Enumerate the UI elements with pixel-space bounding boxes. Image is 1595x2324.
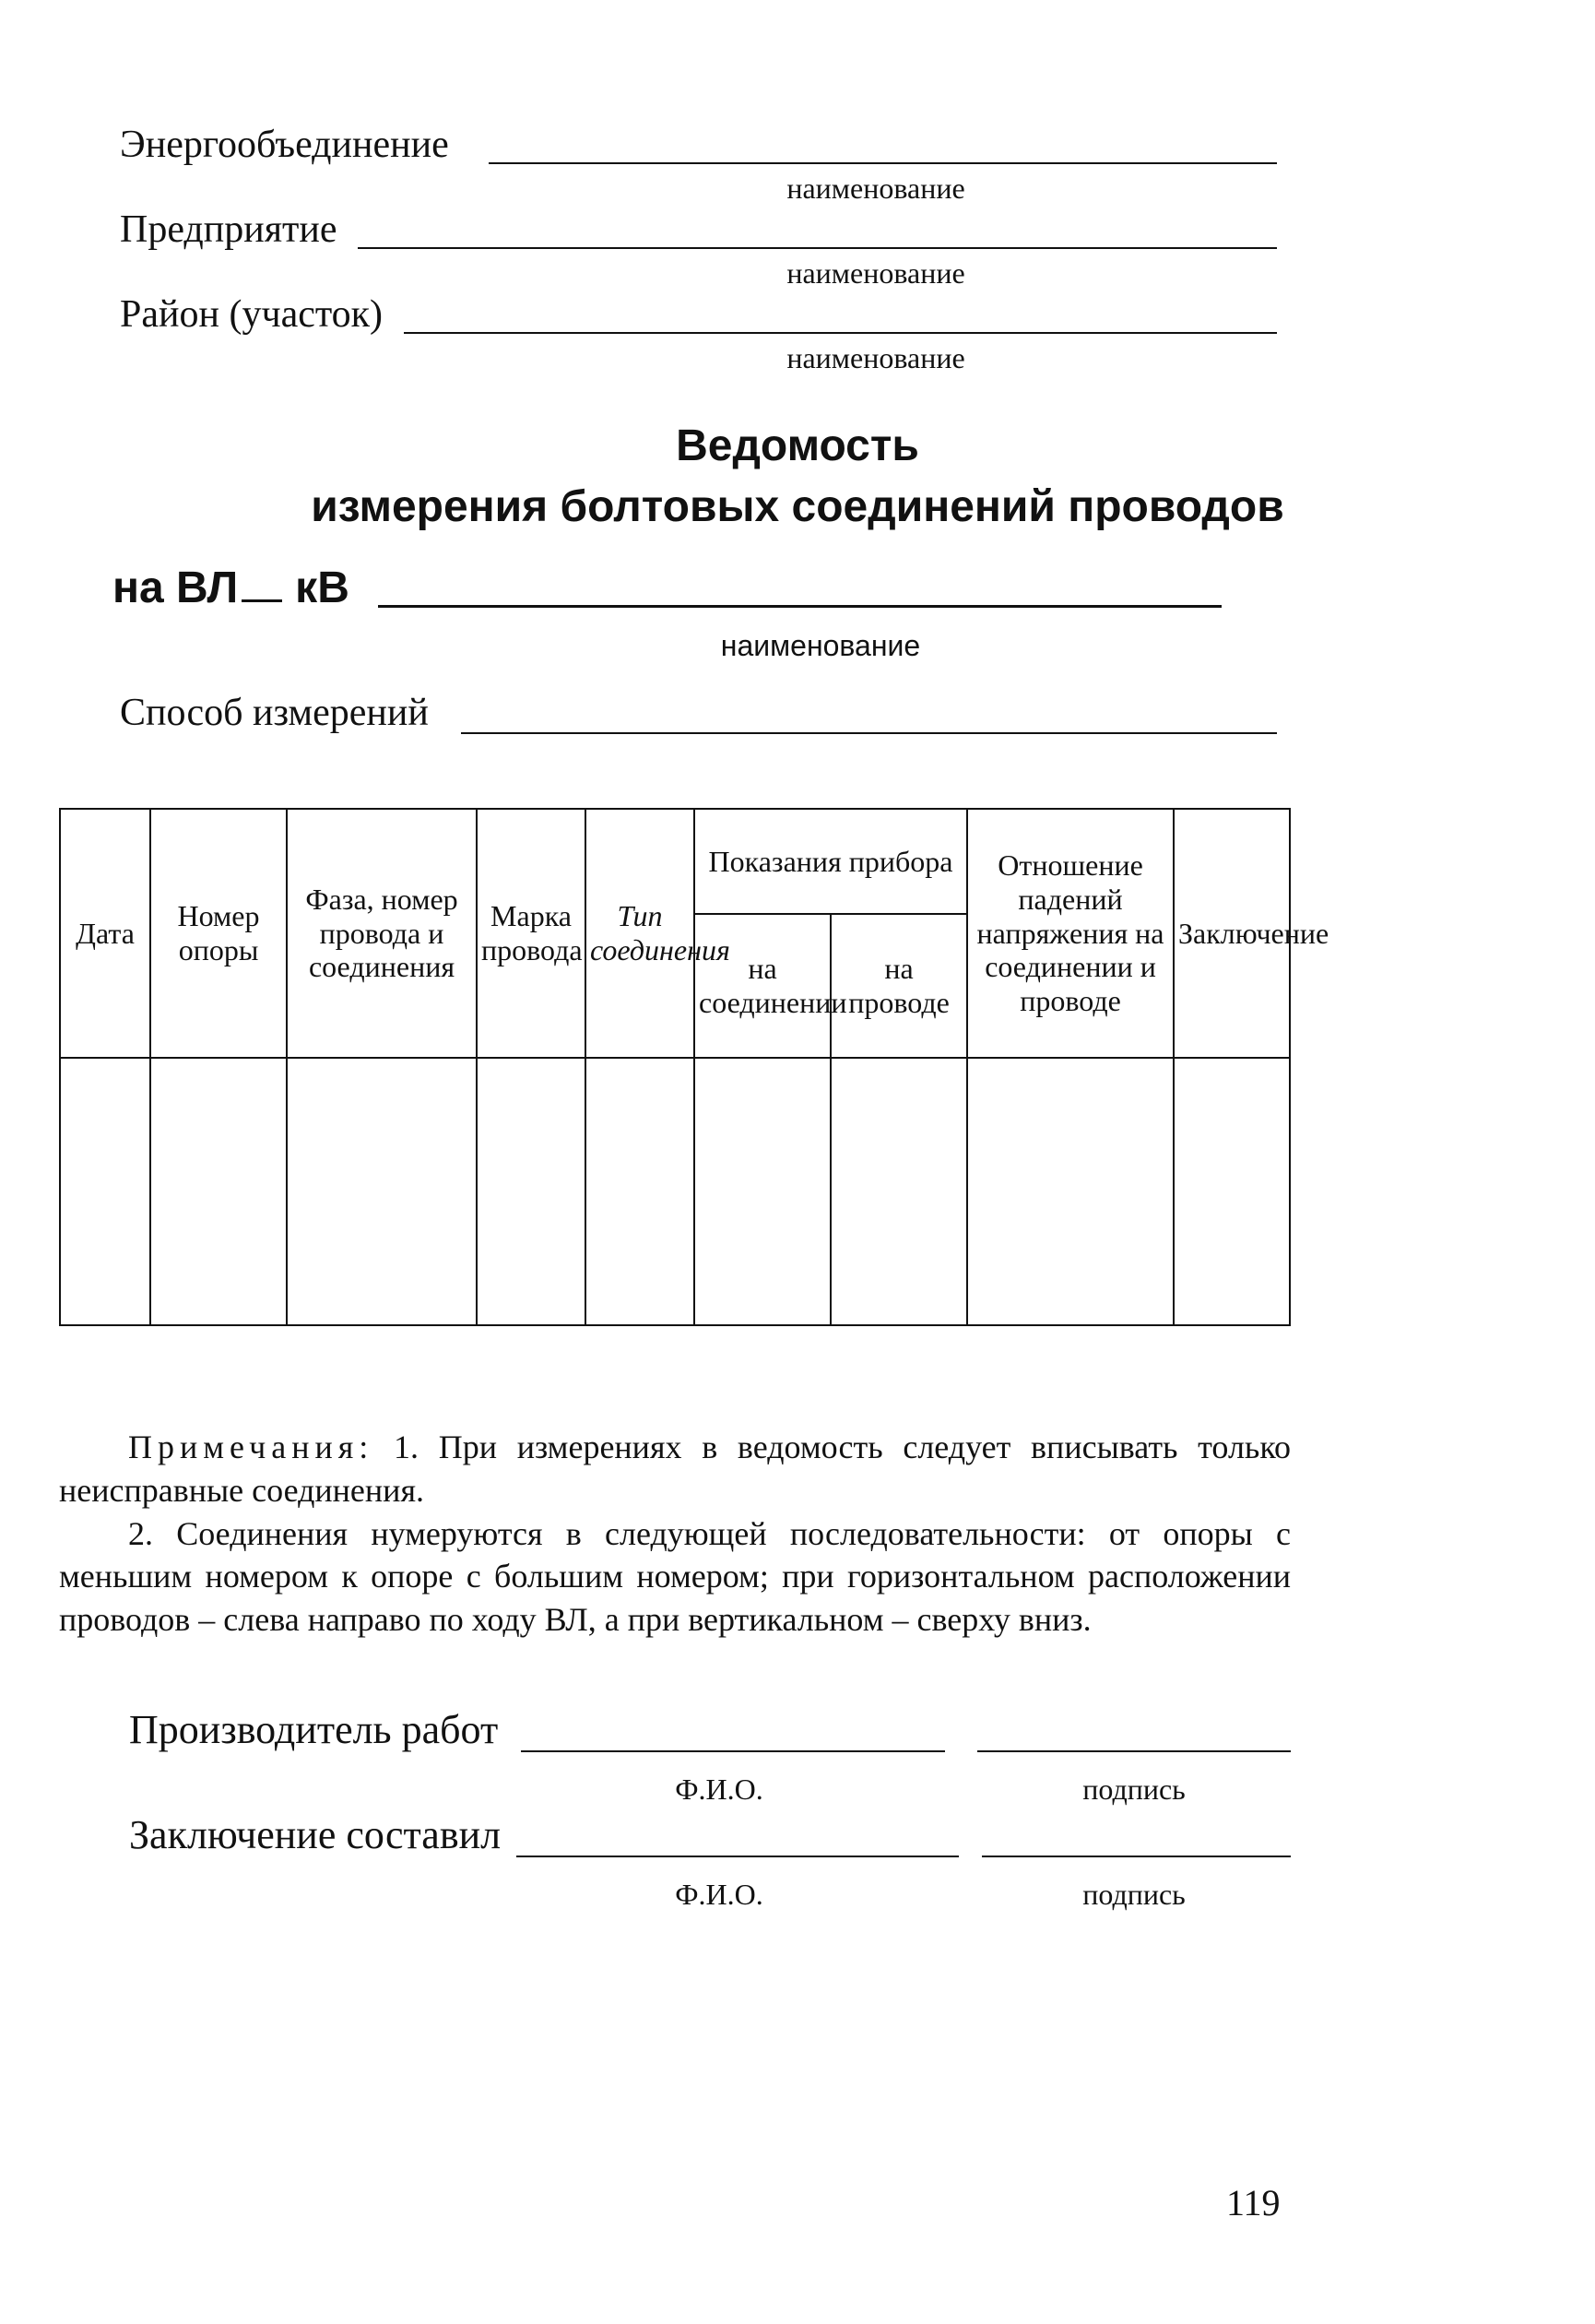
- method-label: Способ измерений: [120, 692, 429, 734]
- col-conclusion-header: Заключение: [1174, 809, 1290, 1058]
- vl-name-field-line[interactable]: [378, 605, 1222, 608]
- producer-fio-caption: Ф.И.О.: [675, 1773, 763, 1806]
- producer-label: Производитель работ: [129, 1707, 499, 1752]
- measurement-table: [59, 808, 1329, 1326]
- table-cell[interactable]: [287, 1058, 477, 1325]
- district-name-caption: наименование: [786, 341, 965, 374]
- document-subtitle: измерения болтовых соединений проводов: [311, 482, 1284, 531]
- note-1-text: 1. При измерениях в ведомость следует вписывать только неисправные соединения.: [59, 1429, 1292, 1509]
- table-cell[interactable]: [831, 1058, 967, 1325]
- note-1: [59, 1426, 1291, 1512]
- conclusion-signature-caption: подпись: [1082, 1878, 1186, 1911]
- vl-unit: кВ: [295, 563, 349, 612]
- energo-label: Энергообъединение: [120, 124, 449, 166]
- district-field-line[interactable]: [404, 332, 1277, 334]
- conclusion-fio-caption: Ф.И.О.: [675, 1878, 763, 1911]
- table-cell[interactable]: [694, 1058, 831, 1325]
- col-mark-header: Марка провода: [477, 809, 585, 1058]
- method-field-line[interactable]: [461, 732, 1277, 734]
- enterprise-label: Предприятие: [120, 208, 337, 251]
- district-label: Район (участок): [120, 293, 384, 336]
- vl-prefix: на ВЛ: [112, 563, 239, 612]
- col-phase-header: Фаза, номер провода и соединения: [287, 809, 477, 1058]
- note-2: 2. Соединения нумеруются в следующей последовательности: от опоры с меньшим номером к опоре с большим номером; при горизонтальном расположении проводов – слева направо по ходу ВЛ, а при вертикальном – сверху вниз.: [59, 1514, 1291, 1639]
- enterprise-name-caption: наименование: [786, 256, 965, 290]
- table-row: [60, 1058, 1290, 1325]
- table-cell[interactable]: [150, 1058, 287, 1325]
- table-cell[interactable]: [585, 1058, 694, 1325]
- col-readings-joint-header: на соединении: [694, 914, 831, 1058]
- col-type-header: Тип соединения: [585, 809, 694, 1058]
- producer-signature-line[interactable]: [977, 1750, 1291, 1752]
- enterprise-field-line[interactable]: [358, 247, 1277, 249]
- table-cell[interactable]: [1174, 1058, 1290, 1325]
- conclusion-fio-line[interactable]: [516, 1856, 959, 1857]
- table-cell[interactable]: [477, 1058, 585, 1325]
- col-readings-wire-header: на проводе: [831, 914, 967, 1058]
- page-number: 119: [1226, 2182, 1281, 2223]
- col-support-header: Номер опоры: [150, 809, 287, 1058]
- voltage-blank[interactable]: [242, 599, 282, 602]
- vl-name-caption: наименование: [720, 629, 921, 662]
- energo-name-caption: наименование: [786, 172, 965, 205]
- notes-heading: Примечания:: [128, 1429, 374, 1465]
- vl-label: [112, 563, 349, 613]
- col-readings-header: Показания прибора: [694, 809, 967, 914]
- conclusion-signature-line[interactable]: [982, 1856, 1291, 1857]
- producer-fio-line[interactable]: [521, 1750, 945, 1752]
- producer-signature-caption: подпись: [1082, 1773, 1186, 1806]
- table-cell[interactable]: [967, 1058, 1174, 1325]
- table-cell[interactable]: [60, 1058, 150, 1325]
- conclusion-author-label: Заключение составил: [129, 1812, 502, 1857]
- notes-section: [59, 1426, 1291, 1642]
- energo-field-line[interactable]: [489, 162, 1277, 164]
- col-date-header: Дата: [60, 809, 150, 1058]
- col-ratio-header: Отношение падений напряжения на соединении и проводе: [967, 809, 1174, 1058]
- document-title: Ведомость: [676, 421, 919, 470]
